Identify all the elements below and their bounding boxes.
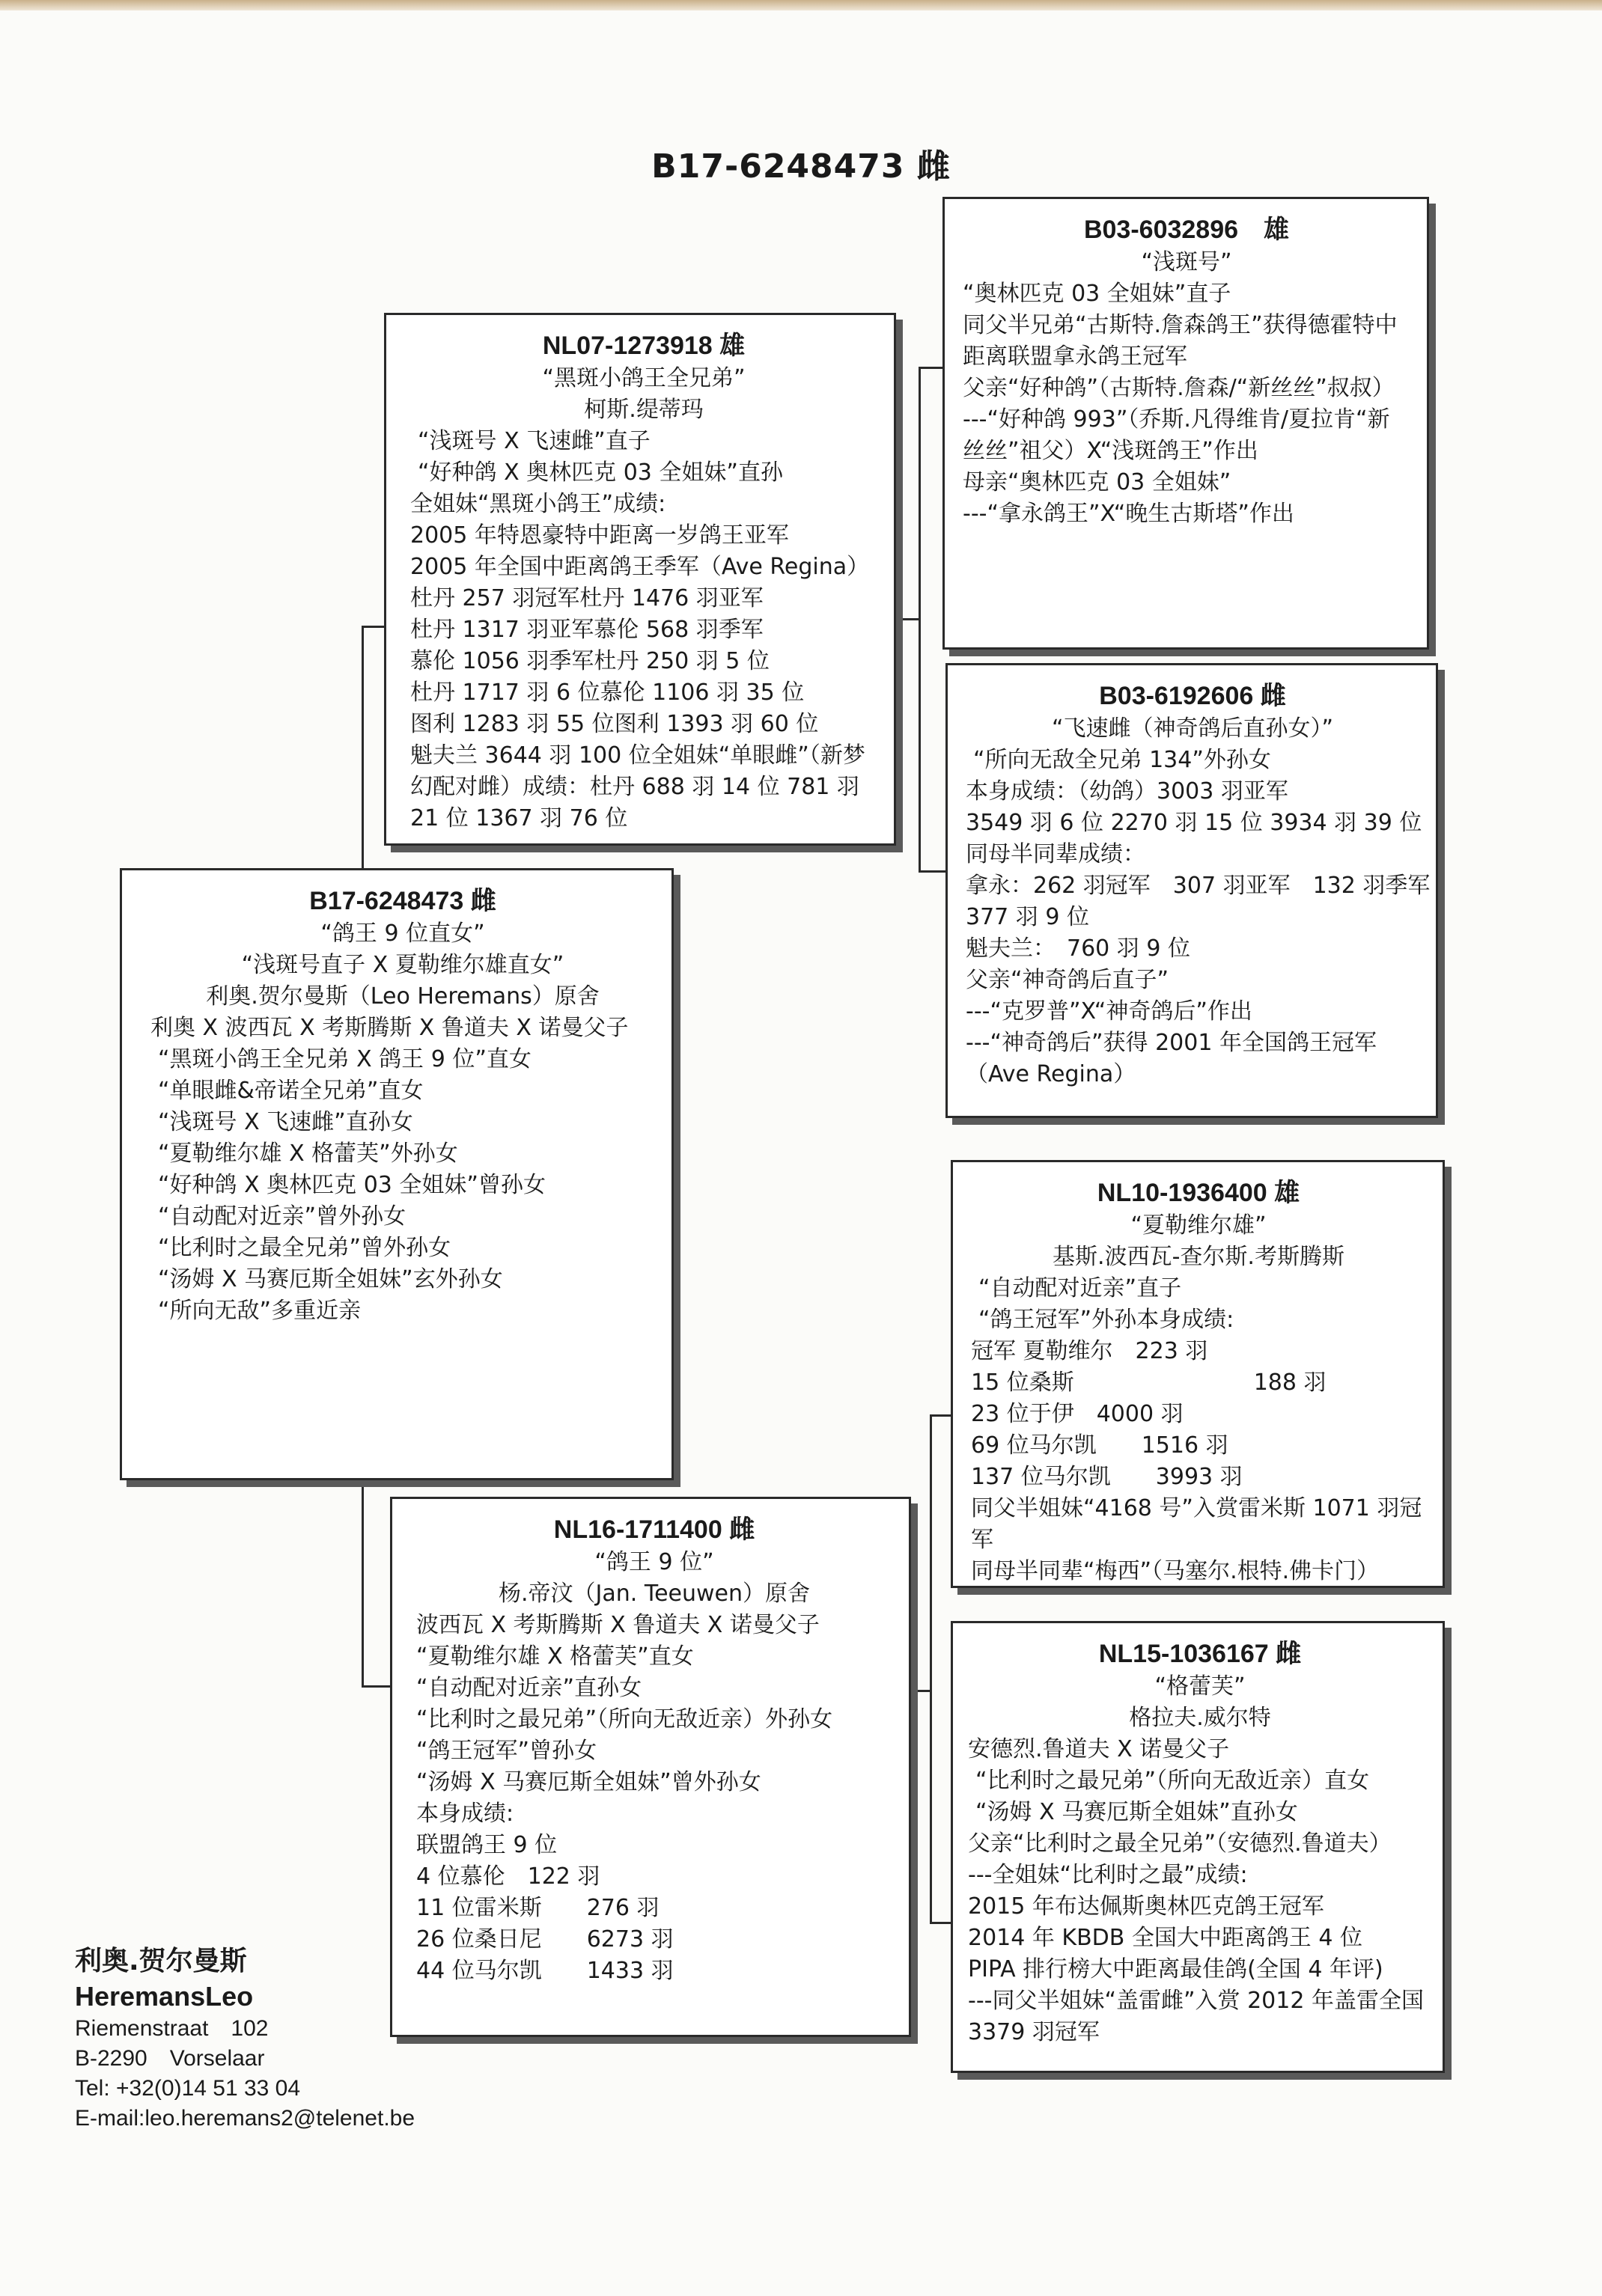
sire-line: 杜丹 1717 羽 6 位慕伦 1106 羽 35 位	[410, 680, 805, 706]
sire-sire-line: ---“好种鸽 993”（乔斯.凡得维肯/夏拉肯“新丝丝”祖父）X“浅斑鸽王”作出	[963, 406, 1390, 464]
sire-line: 杜丹 257 羽冠军杜丹 1476 羽亚军	[410, 585, 764, 611]
sire-line: 全姐妹“黑斑小鸽王”成绩:	[410, 491, 666, 517]
dam-dam-line: 2014 年 KBDB 全国大中距离鸽王 4 位	[968, 1925, 1363, 1951]
dam-line: “鸽王冠军”曾孙女	[416, 1738, 597, 1764]
sire-sire-line: 父亲“好种鸽”（古斯特.詹森/“新丝丝”叔叔）	[963, 375, 1395, 401]
subject-line: “自动配对近亲”曾外孙女	[158, 1203, 406, 1230]
dam-sire-line: 137 位马尔凯 3993 羽	[971, 1464, 1243, 1490]
subject-line: 利奥.贺尔曼斯（Leo Heremans）原舍	[206, 983, 600, 1010]
dam-line: 26 位桑日尼 6273 羽	[416, 1926, 674, 1952]
sire-sire-nickname: “浅斑号”	[1141, 249, 1232, 275]
connector-sire-to-parents	[896, 618, 919, 620]
sire-line: “好种鸽 X 奥林匹克 03 全姐妹”直孙	[418, 459, 783, 486]
connector-dam-sire	[930, 1414, 951, 1417]
owner-name-chinese: 利奥.贺尔曼斯	[75, 1946, 247, 1976]
sire-dam-line: 同母半同辈成绩：	[966, 841, 1145, 867]
connector-sire-vertical	[919, 367, 921, 872]
subject-nickname: “鸽王 9 位直女”	[320, 920, 485, 947]
connector-dam-dam	[930, 1922, 951, 1924]
sire-card	[384, 313, 896, 846]
sire-sire-ring-number: B03-6032896 雄	[1083, 216, 1290, 244]
dam-dam-line: 父亲“比利时之最全兄弟”（安德烈.鲁道夫）	[968, 1831, 1392, 1857]
dam-dam-line: ---同父半姐妹“盖雷雌”入赏 2012 年盖雷全国 3379 羽冠军	[968, 1988, 1424, 2045]
sire-dam-line: 本身成绩：（幼鸽）3003 羽亚军	[966, 778, 1288, 804]
dam-line: “汤姆 X 马赛厄斯全姐妹”曾外孙女	[416, 1769, 761, 1795]
owner-street: Riemenstraat 102	[75, 2016, 269, 2041]
dam-dam-card	[951, 1621, 1445, 2073]
dam-line: “比利时之最兄弟”（所向无敌近亲）外孙女	[416, 1706, 833, 1732]
sire-dam-line: 377 羽 9 位	[966, 904, 1089, 930]
sire-line: 魁夫兰 3644 羽 100 位全姐妹“单眼雌”（新梦幻配对雌）成绩：杜丹 688 羽 14 位 781 羽 21 位 1367 羽 76 位	[410, 742, 865, 831]
sire-line: 慕伦 1056 羽季军杜丹 250 羽 5 位	[410, 648, 770, 674]
connector-subject-to-dam	[362, 1685, 390, 1688]
dam-dam-breeder: 格拉夫.威尔特	[1129, 1705, 1271, 1731]
dam-line: 4 位慕伦 122 羽	[416, 1863, 600, 1890]
dam-sire-breeder: 基斯.波西瓦-查尔斯.考斯腾斯	[1053, 1244, 1344, 1270]
dam-sire-line: 69 位马尔凯 1516 羽	[971, 1432, 1228, 1459]
subject-line: “浅斑号直子 X 夏勒维尔雄直女”	[241, 952, 564, 978]
connector-dam-vertical	[930, 1414, 932, 1923]
dam-dam-line: 2015 年布达佩斯奥林匹克鸽王冠军	[968, 1893, 1324, 1920]
dam-ring-number: NL16-1711400 雌	[553, 1515, 755, 1544]
subject-line: “好种鸽 X 奥林匹克 03 全姐妹”曾孙女	[158, 1172, 546, 1198]
connector-subject-to-sire	[362, 626, 384, 628]
sire-dam-nickname: “飞速雌（神奇鸽后直孙女）”	[1051, 715, 1334, 742]
dam-dam-nickname: “格蕾芙”	[1154, 1673, 1246, 1700]
dam-sire-line: 15 位桑斯 188 羽	[971, 1370, 1327, 1396]
dam-card	[390, 1497, 911, 2037]
dam-sire-line: “自动配对近亲”直子	[978, 1275, 1182, 1301]
dam-line: 波西瓦 X 考斯腾斯 X 鲁道夫 X 诺曼父子	[416, 1612, 820, 1638]
dam-line: 联盟鸽王 9 位	[416, 1832, 558, 1858]
subject-line: “比利时之最全兄弟”曾外孙女	[158, 1235, 451, 1261]
dam-sire-line: 冠军 夏勒维尔 223 羽	[971, 1338, 1208, 1364]
subject-line: “单眼雌&帝诺全兄弟”直女	[158, 1078, 424, 1104]
dam-line: 44 位马尔凯 1433 羽	[416, 1958, 674, 1984]
sire-line: 杜丹 1317 羽亚军慕伦 568 羽季军	[410, 617, 764, 643]
dam-line: 11 位雷米斯 276 羽	[416, 1895, 660, 1921]
owner-phone: Tel: +32(0)14 51 33 04	[75, 2076, 301, 2101]
sire-dam-line: 父亲“神奇鸽后直子”	[966, 967, 1169, 993]
dam-sire-ring-number: NL10-1936400 雄	[1097, 1179, 1300, 1207]
subject-line: “浅斑号 X 飞速雌”直孙女	[158, 1109, 413, 1135]
sire-sire-line: 同父半兄弟“古斯特.詹森鸽王”获得德霍特中距离联盟拿永鸽王冠军	[963, 312, 1398, 370]
dam-nickname: “鸽王 9 位”	[594, 1549, 714, 1575]
sire-dam-line: “所向无敌全兄弟 134”外孙女	[973, 747, 1271, 773]
page-title: B17-6248473 雌	[651, 147, 951, 186]
owner-contact	[75, 1944, 415, 2134]
dam-dam-line: ---全姐妹“比利时之最”成绩:	[968, 1862, 1248, 1888]
sire-line: 2005 年特恩豪特中距离一岁鸽王亚军	[410, 522, 789, 549]
subject-line: “汤姆 X 马赛厄斯全姐妹”玄外孙女	[158, 1266, 503, 1292]
dam-dam-line: “比利时之最兄弟”（所向无敌近亲）直女	[975, 1768, 1370, 1794]
sire-breeder: 柯斯.缇蒂玛	[584, 397, 704, 423]
sire-dam-line: ---“神奇鸽后”获得 2001 年全国鸽王冠军（Ave Regina）	[966, 1030, 1377, 1087]
owner-city: B-2290 Vorselaar	[75, 2046, 265, 2071]
dam-breeder: 杨.帝汶（Jan. Teeuwen）原舍	[498, 1581, 810, 1607]
subject-line: “黑斑小鸽王全兄弟 X 鸽王 9 位”直女	[158, 1046, 532, 1072]
sire-sire-line: “奥林匹克 03 全姐妹”直子	[963, 281, 1231, 307]
sire-dam-card	[945, 663, 1438, 1118]
subject-line: 利奥 X 波西瓦 X 考斯腾斯 X 鲁道夫 X 诺曼父子	[150, 1015, 629, 1041]
sire-dam-line: 拿永：262 羽冠军 307 羽亚军 132 羽季军	[966, 873, 1431, 899]
subject-card	[120, 868, 674, 1480]
dam-sire-line: 同母半同辈“梅西”（马塞尔.根特.佛卡门）	[971, 1558, 1380, 1584]
sire-dam-ring-number: B03-6192606 雌	[1099, 682, 1286, 710]
owner-email: E-mail:leo.heremans2@telenet.be	[75, 2106, 415, 2131]
subject-ring-number: B17-6248473 雌	[309, 887, 496, 915]
dam-sire-line: “鸽王冠军”外孙本身成绩:	[978, 1307, 1234, 1333]
dam-dam-line: 安德烈.鲁道夫 X 诺曼父子	[968, 1736, 1230, 1762]
dam-sire-card	[951, 1160, 1445, 1588]
sire-line: 2005 年全国中距离鸽王季军（Ave Regina）	[410, 554, 870, 580]
sire-dam-line: ---“克罗普”X“神奇鸽后”作出	[966, 998, 1252, 1025]
dam-line: 本身成绩:	[416, 1801, 514, 1827]
dam-dam-line: “汤姆 X 马赛厄斯全姐妹”直孙女	[975, 1799, 1298, 1825]
sire-line: “浅斑号 X 飞速雌”直子	[418, 428, 651, 454]
dam-sire-line: 同父半姐妹“4168 号”入赏雷米斯 1071 羽冠军	[971, 1495, 1422, 1553]
connector-dam-to-parents	[911, 1690, 930, 1692]
owner-name-english: HeremansLeo	[75, 1981, 254, 2012]
sire-dam-line: 3549 羽 6 位 2270 羽 15 位 3934 羽 39 位	[966, 810, 1422, 836]
scan-top-edge	[0, 0, 1602, 10]
connector-sire-dam	[919, 870, 945, 873]
sire-ring-number: NL07-1273918 雄	[542, 332, 746, 360]
subject-line: “夏勒维尔雄 X 格蕾芙”外孙女	[158, 1141, 458, 1167]
sire-sire-line: 母亲“奥林匹克 03 全姐妹”	[963, 469, 1231, 495]
dam-dam-line: PIPA 排行榜大中距离最佳鸽(全国 4 年评)	[968, 1956, 1383, 1982]
sire-dam-line: 魁夫兰： 760 羽 9 位	[966, 935, 1190, 962]
dam-dam-ring-number: NL15-1036167 雌	[1098, 1640, 1302, 1668]
sire-line: 图利 1283 羽 55 位图利 1393 羽 60 位	[410, 711, 819, 737]
dam-line: “自动配对近亲”直孙女	[416, 1675, 642, 1701]
sire-nickname: “黑斑小鸽王全兄弟”	[542, 365, 746, 391]
dam-sire-nickname: “夏勒维尔雄”	[1130, 1212, 1267, 1239]
sire-sire-card	[942, 197, 1429, 650]
dam-sire-line: 23 位于伊 4000 羽	[971, 1401, 1184, 1427]
sire-sire-line: ---“拿永鸽王”X“晚生古斯塔”作出	[963, 501, 1294, 527]
connector-sire-sire	[919, 367, 942, 369]
subject-line: “所向无敌”多重近亲	[158, 1298, 362, 1324]
dam-line: “夏勒维尔雄 X 格蕾芙”直女	[416, 1643, 694, 1670]
